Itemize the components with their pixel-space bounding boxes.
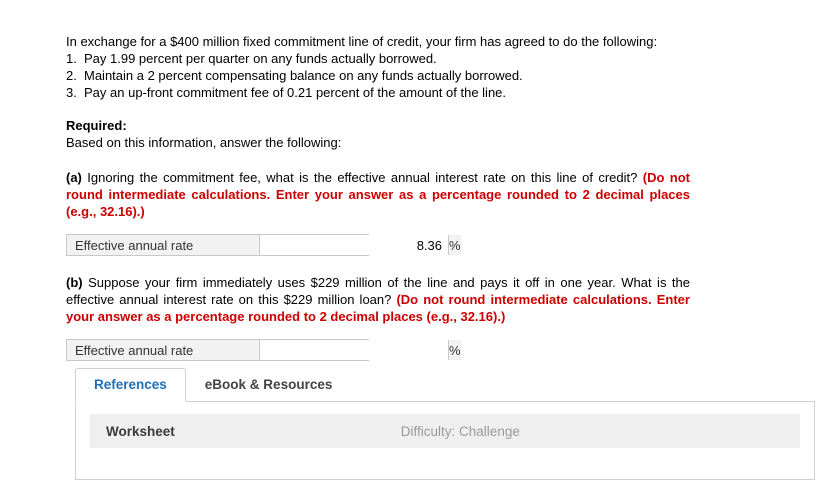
tab-bar: [75, 368, 815, 402]
part-a-label: (a): [66, 170, 82, 185]
difficulty-label: Difficulty: Challenge: [400, 423, 520, 439]
problem-intro: In exchange for a $400 million fixed commitment line of credit, your firm has agreed to do the following:: [66, 34, 658, 49]
list-index-1: 1.: [66, 51, 77, 66]
problem-list-item-3: [66, 84, 766, 101]
worksheet-bar: [90, 414, 800, 448]
tab-panel: [75, 402, 815, 480]
required-heading: Required:: [66, 118, 127, 133]
answer-label-a: Effective annual rate: [67, 235, 260, 255]
list-index-3: 3.: [66, 85, 77, 100]
tab-ebook-resources[interactable]: eBook & Resources: [204, 377, 333, 392]
required-subtext: Based on this information, answer the following:: [66, 135, 342, 150]
part-b-instruction: (Do not round intermediate calculations. Enter your answer as a percentage rounded to 2 decimal places (e.g., 32.16).): [66, 292, 690, 324]
answer-row-b: [66, 339, 461, 361]
tab-references[interactable]: References: [75, 368, 186, 402]
worksheet-title: Worksheet: [106, 423, 175, 439]
list-text-3: Pay an up-front commitment fee of 0.21 percent of the amount of the line.: [84, 85, 507, 100]
tabs-section: [75, 368, 815, 480]
answer-label-b: Effective annual rate: [67, 340, 260, 360]
answer-unit-b: %: [449, 340, 461, 360]
answer-input-a[interactable]: [260, 235, 449, 255]
answer-unit-a: %: [449, 235, 461, 255]
problem-content: [66, 33, 766, 361]
answer-input-b[interactable]: [260, 340, 449, 360]
list-text-1: Pay 1.99 percent per quarter on any funds actually borrowed.: [84, 51, 437, 66]
part-b-question: Suppose your firm immediately uses $229 million of the line and pays it off in one year. What is the effective annual interest rate on this $229 million loan?: [66, 275, 691, 307]
question-part-a: [66, 169, 690, 220]
part-a-question: Ignoring the commitment fee, what is the effective annual interest rate on this line of credit?: [87, 170, 638, 185]
part-b-label: (b): [66, 275, 83, 290]
answer-row-a: [66, 234, 461, 256]
problem-list-item-1: [66, 50, 766, 67]
problem-list-item-2: [66, 67, 766, 84]
question-part-b: [66, 274, 690, 325]
part-a-instruction: (Do not round intermediate calculations. Enter your answer as a percentage rounded to 2 decimal places (e.g., 32.16).): [66, 170, 690, 219]
list-index-2: 2.: [66, 68, 77, 83]
list-text-2: Maintain a 2 percent compensating balance on any funds actually borrowed.: [84, 68, 523, 83]
